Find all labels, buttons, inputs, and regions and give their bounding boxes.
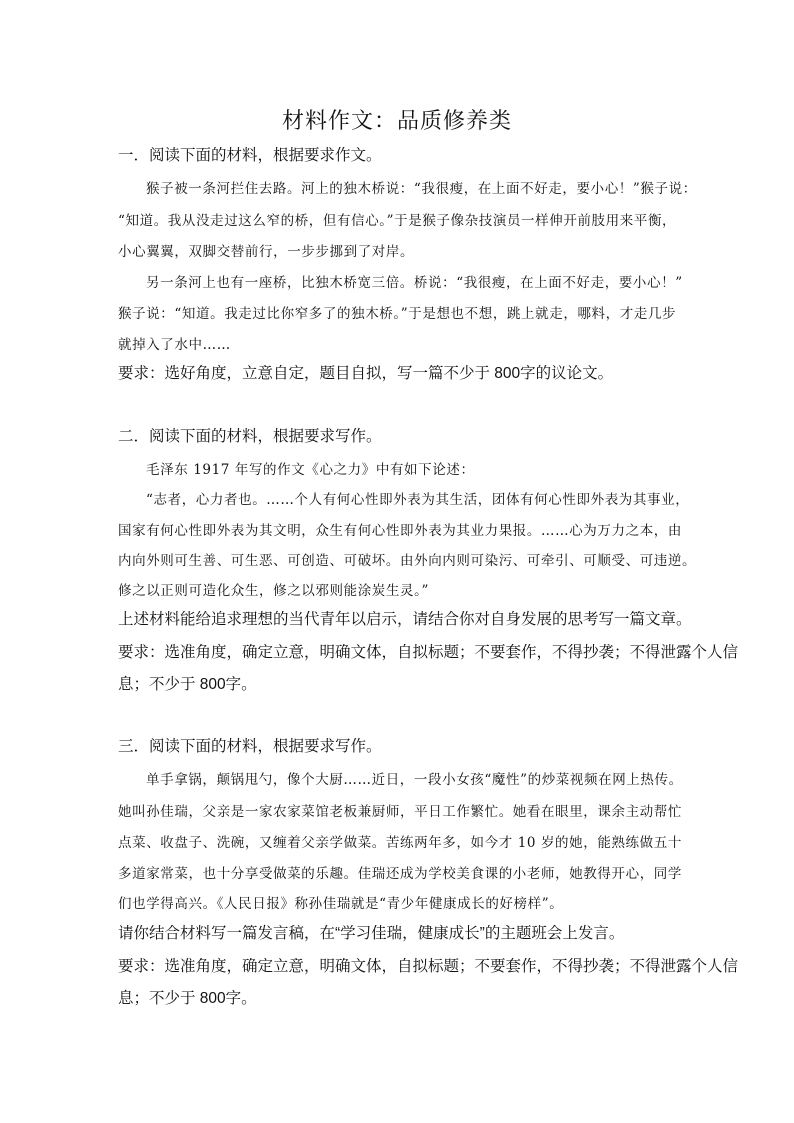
section-1-paragraph-2-line: 另一条河上也有一座桥，比独木桥宽三倍。桥说：“我很瘦，在上面不好走，要小心！” [146,275,683,291]
section-3-requirement-line: 息；不少于 800字。 [118,990,257,1007]
section-2-quote-line: 国家有何心性即外表为其文明，众生有何心性即外表为其业力果报。……心为万力之本，由 [118,523,682,539]
section-1-paragraph-2-line: 猴子说：“知道。我走过比你窄多了的独木桥。”于是想也不想，跳上就走，哪料，才走几步 [118,306,677,322]
section-1-paragraph-2-line: 就掉入了水中…… [118,337,231,353]
section-1-paragraph-1-line: “知道。我从没走过这么窄的桥，但有信心。”于是猴子像杂技演员一样伸开前肢用来平衡， [118,213,677,229]
section-2-intro: 毛泽东 1917 年写的作文《心之力》中有如下论述： [146,462,475,478]
section-2-quote-line: 内向外则可生善、可生恶、可创造、可破坏。由外向内则可染污、可牵引、可顺受、可违逆。 [118,553,697,569]
section-2-task: 上述材料能给追求理想的当代青年以启示，请结合你对自身发展的思考写一篇文章。 [118,611,692,628]
section-1-heading: 一．阅读下面的材料，根据要求作文。 [118,147,382,164]
section-2-requirement-line: 息；不少于 800字。 [118,676,257,693]
section-1-paragraph-1-line: 小心翼翼，双脚交替前行，一步步挪到了对岸。 [118,244,415,260]
section-3-paragraph-line: 多道家常菜，也十分享受做菜的乐趣。佳瑞还成为学校美食课的小老师，她教得开心，同学 [118,866,682,882]
section-2-heading: 二．阅读下面的材料，根据要求写作。 [118,428,382,445]
section-1-requirement: 要求：选好角度，立意自定，题目自拟，写一篇不少于 800字的议论文。 [118,365,614,382]
section-3-paragraph-line: 点菜、收盘子、洗碗，又缠着父亲学做菜。苦练两年多，如今才 10 岁的她，能熟练做五十 [118,835,682,851]
section-3-paragraph-line: 单手拿锅，颠锅甩勺，像个大厨……近日，一段小女孩“魔性”的炒菜视频在网上热传。 [146,772,683,788]
section-3-heading: 三．阅读下面的材料，根据要求写作。 [118,738,382,755]
section-3-requirement-line: 要求：选准角度，确定立意，明确文体，自拟标题；不要套作，不得抄袭；不得泄露个人信 [118,958,739,975]
section-3-task: 请你结合材料写一篇发言稿，在“学习佳瑞，健康成长”的主题班会上发言。 [118,925,625,942]
section-2-quote-line: “志者，心力者也。……个人有何心性即外表为其生活，团体有何心性即外表为其事业， [146,492,690,508]
section-2-quote-line: 修之以正则可造化众生，修之以邪则能涂炭生灵。” [118,583,429,599]
section-1-paragraph-1-line: 猴子被一条河拦住去路。河上的独木桥说：“我很瘦，在上面不好走，要小心！”猴子说： [146,181,697,197]
page-title: 材料作文：品质修养类 [281,109,512,134]
section-3-paragraph-line: 她叫孙佳瑞，父亲是一家农家菜馆老板兼厨师，平日工作繁忙。她看在眼里，课余主动帮忙 [118,804,682,820]
section-3-paragraph-line: 们也学得高兴。《人民日报》称孙佳瑞就是“青少年健康成长的好榜样”。 [118,896,564,912]
section-2-requirement-line: 要求：选准角度，确定立意，明确文体，自拟标题；不要套作，不得抄袭；不得泄露个人信 [118,644,739,661]
